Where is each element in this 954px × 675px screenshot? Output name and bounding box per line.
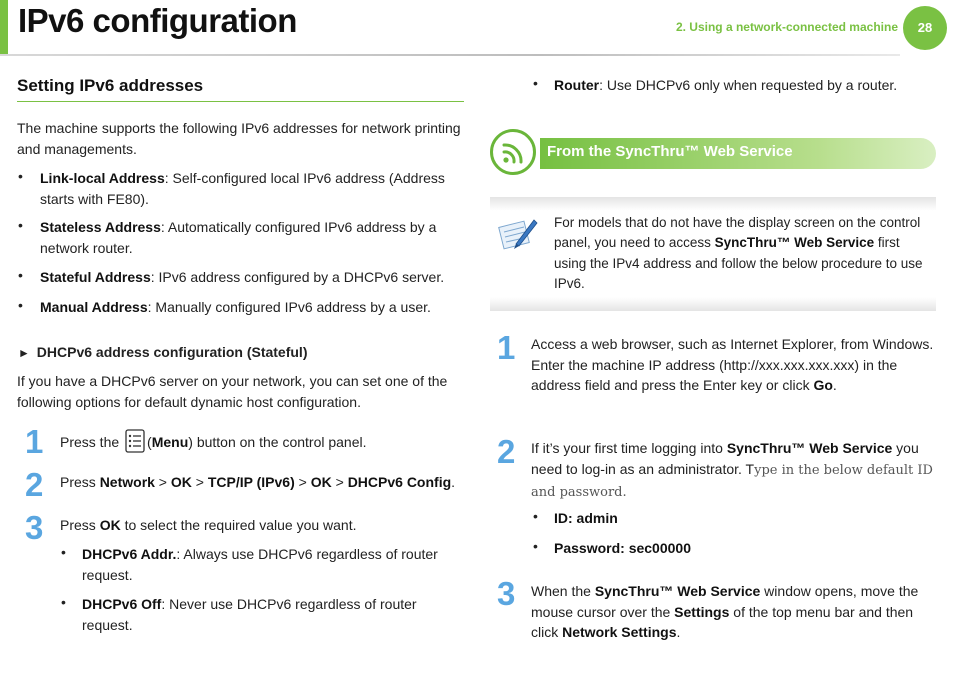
- step-text: Press OK to select the required value you want.: [60, 517, 357, 533]
- step-text: When the SyncThru™ Web Service window opens, move the mouse cursor over the Settings of the top menu bar and then click Network Settings.: [531, 583, 919, 640]
- bullet: •: [18, 217, 23, 233]
- intro-paragraph: The machine supports the following IPv6 addresses for network printing and managements.: [17, 120, 461, 157]
- list-item: [40, 267, 468, 288]
- page-title: IPv6 configuration: [18, 2, 297, 39]
- credential-id: ID: admin: [554, 510, 618, 526]
- description: : Automatically configured IPv6 address by a network router.: [40, 219, 437, 256]
- term: Manual Address: [40, 299, 148, 315]
- bullet: •: [533, 75, 538, 91]
- step-text: Press the (Menu) button on the control panel.: [60, 429, 470, 459]
- bullet: •: [18, 267, 23, 283]
- chapter-label: 2. Using a network-connected machine: [675, 20, 898, 34]
- list-item: DHCPv6 Off: Never use DHCPv6 regardless of router request.: [82, 596, 417, 633]
- menu-icon: [125, 429, 145, 459]
- list-item: [40, 217, 468, 258]
- term: Link-local Address: [40, 170, 165, 186]
- list-item: DHCPv6 Addr.: Always use DHCPv6 regardless of router request.: [82, 546, 438, 583]
- step-number: 3: [25, 509, 44, 546]
- list-item: Router: Use DHCPv6 only when requested by a router.: [554, 77, 898, 93]
- step-text: If it’s your first time logging into SyncThru™ Web Service you need to log-in as an administrator. Type in the below default ID and password.: [531, 440, 933, 500]
- list-item: [40, 297, 468, 318]
- page-number-badge: 28: [903, 6, 947, 50]
- description: : IPv6 address configured by a DHCPv6 server.: [150, 269, 445, 285]
- section-title: Setting IPv6 addresses: [17, 76, 204, 95]
- bullet: •: [533, 538, 538, 554]
- section-divider: [17, 101, 464, 102]
- sub-heading: [18, 342, 307, 364]
- description: : Manually configured IPv6 address by a user.: [147, 299, 431, 315]
- bullet: •: [61, 544, 66, 560]
- term: Stateless Address: [40, 219, 161, 235]
- bullet: •: [18, 297, 23, 313]
- list-item: [40, 168, 468, 209]
- bullet: •: [61, 594, 66, 610]
- bullet: •: [533, 508, 538, 524]
- term: Stateful Address: [40, 269, 151, 285]
- credential-password: Password: sec00000: [554, 540, 691, 556]
- header-accent-bar: [0, 0, 8, 56]
- wifi-icon: [490, 129, 536, 175]
- triangle-arrow-icon: ►: [18, 346, 30, 360]
- web-service-heading: From the SyncThru™ Web Service: [547, 143, 793, 160]
- note-pencil-icon: [498, 214, 540, 259]
- note-text: For models that do not have the display screen on the control panel, you need to access SyncThru™ Web Service first using the IPv4 address and follow the below procedure to use IPv6.: [554, 215, 923, 291]
- step-number: 2: [25, 466, 44, 503]
- description: : Self-configured local IPv6 address (Address starts with FE80).: [40, 170, 445, 207]
- step-number: 2: [497, 433, 516, 470]
- step-text: Press Network > OK > TCP/IP (IPv6) > OK > DHCPv6 Config.: [60, 474, 456, 490]
- step-number: 3: [497, 575, 516, 612]
- sub-heading-text: DHCPv6 address configuration (Stateful): [36, 344, 308, 360]
- header-divider: [0, 54, 900, 56]
- sub-intro-paragraph: If you have a DHCPv6 server on your network, you can set one of the following options for default dynamic host configuration.: [17, 373, 448, 410]
- step-number: 1: [25, 423, 44, 460]
- step-number: 1: [497, 329, 516, 366]
- bullet: •: [18, 168, 23, 184]
- step-text: Access a web browser, such as Internet Explorer, from Windows. Enter the machine IP address (http://xxx.xxx.xxx.xxx) in the address field and press the Enter key or click Go.: [531, 336, 934, 393]
